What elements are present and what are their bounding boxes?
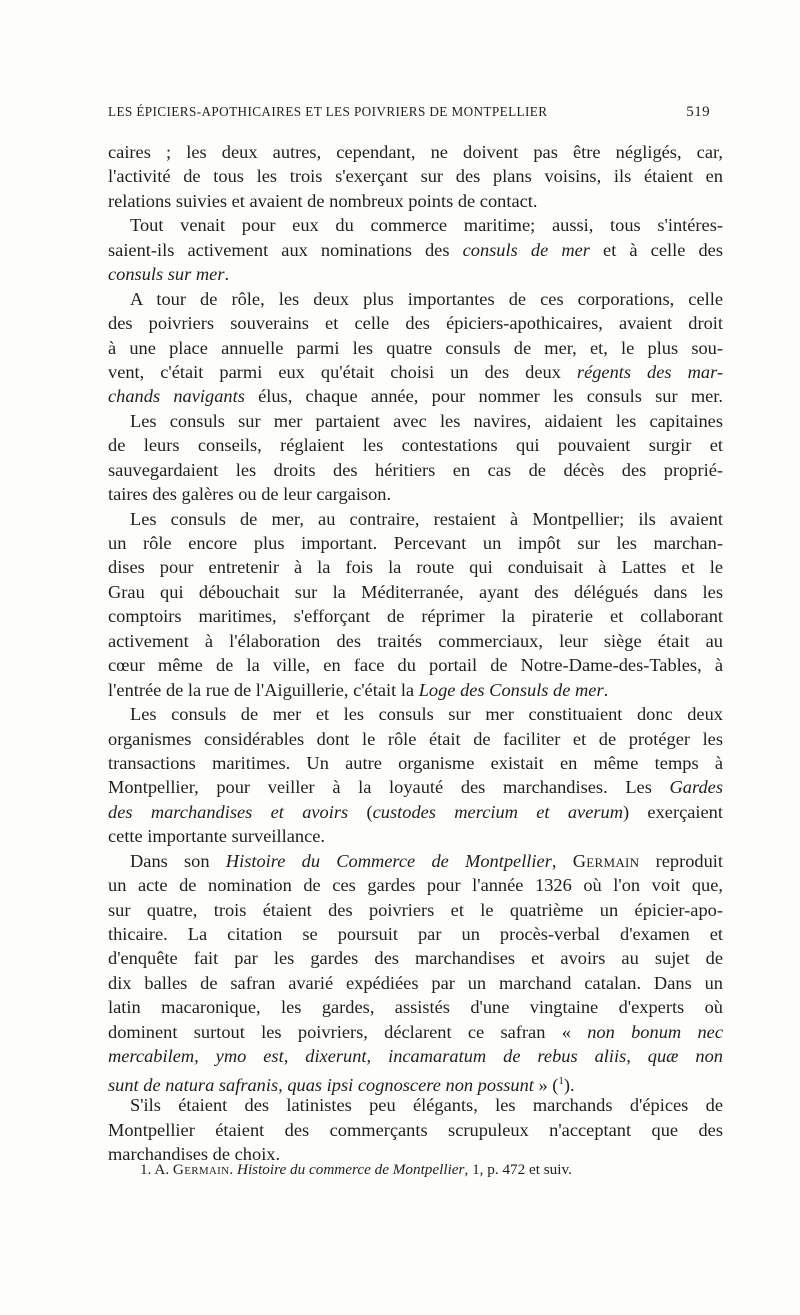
text-line: organismes considérables dont le rôle était de faciliter et de protéger les bbox=[108, 728, 723, 749]
footnote bbox=[140, 1161, 572, 1179]
text-line: un rôle encore plus important. Percevant un impôt sur les marchan- bbox=[108, 533, 723, 553]
text-segment: ). bbox=[563, 1074, 575, 1095]
text-line: Montpellier étaient des commerçants scrupuleux n'acceptant que des bbox=[108, 1119, 723, 1140]
text-line: transactions maritimes. Un autre organisme existait en même temps à bbox=[108, 752, 723, 773]
text-line: un acte de nomination de ces gardes pour l'année 1326 où l'on voit que, bbox=[108, 875, 723, 896]
text-line: des poivriers souverains et celle des épiciers-apothicaires, avaient droit bbox=[108, 313, 723, 334]
italic-term: consuls de mer bbox=[462, 239, 590, 260]
text-line bbox=[108, 1069, 723, 1093]
author-name: Germain bbox=[572, 850, 640, 871]
text-segment: Dans son bbox=[130, 850, 226, 871]
text-line bbox=[108, 262, 723, 286]
footnote-rest: , 1, p. 472 et suiv. bbox=[464, 1161, 572, 1178]
text-segment: dominent surtout les poivriers, déclarent ce safran « bbox=[108, 1021, 588, 1042]
text-line: dises pour entretenir à la fois la route qui conduisait à Lattes et le bbox=[108, 557, 723, 578]
footnote-ref: 1 bbox=[558, 1074, 564, 1087]
text-line: cœur même de la ville, en face du portail de Notre-Dame-des-Tables, à bbox=[108, 655, 723, 676]
italic-term: mercabilem, ymo est, dixerunt, incamaratum de rebus aliis, quæ non bbox=[108, 1046, 723, 1067]
text-line: à une place annuelle parmi les quatre consuls de mer, et, le plus sou- bbox=[108, 337, 723, 358]
text-segment: élus, chaque année, pour nommer les consuls sur mer. bbox=[244, 386, 723, 407]
running-head bbox=[108, 104, 710, 124]
italic-term: custodes mercium et averum bbox=[372, 801, 623, 822]
paragraph-2 bbox=[108, 213, 723, 286]
text-segment: » ( bbox=[533, 1074, 559, 1095]
italic-term: Loge des Consuls de mer bbox=[418, 679, 604, 700]
text-line: activement à l'élaboration des traités commerciaux, leur siège était au bbox=[108, 630, 723, 651]
body-text bbox=[108, 140, 723, 1166]
text-line: d'enquête fait par les gardes des marchandises et avoirs au sujet de bbox=[108, 948, 723, 969]
text-segment: vent, c'était parmi eux qu'était choisi un des deux bbox=[108, 361, 577, 382]
text-line: sur quatre, trois étaient des poivriers et le quatrième un épicier-apo- bbox=[108, 899, 723, 920]
text-line: thicaire. La citation se poursuit par un procès-verbal d'examen et bbox=[108, 924, 723, 944]
text-line bbox=[108, 800, 723, 824]
text-line: caires ; les deux autres, cependant, ne doivent pas être négligés, car, bbox=[108, 142, 723, 162]
italic-term: consuls sur mer bbox=[108, 264, 225, 285]
italic-term: des marchandises et avoirs bbox=[108, 801, 349, 822]
text-segment: . bbox=[224, 264, 230, 285]
text-line bbox=[108, 678, 723, 702]
italic-term: régents des mar- bbox=[576, 361, 723, 382]
paragraph-3 bbox=[108, 287, 723, 409]
text-line bbox=[108, 238, 723, 262]
paragraph-6 bbox=[108, 702, 723, 849]
italic-term: Histoire du Commerce de Montpellier bbox=[225, 850, 552, 871]
text-segment: reproduit bbox=[639, 850, 723, 871]
text-segment: ) exerçaient bbox=[622, 801, 723, 822]
footnote-author: Germain bbox=[172, 1161, 230, 1178]
text-segment: l'entrée de la rue de l'Aiguillerie, c'était la bbox=[108, 679, 419, 700]
italic-term: Gardes bbox=[669, 777, 723, 798]
text-line bbox=[108, 360, 723, 384]
text-line: dix balles de safran avarié expédiées par un marchand catalan. Dans un bbox=[108, 972, 723, 993]
footnote-sep: . bbox=[229, 1161, 237, 1178]
italic-term: non bonum nec bbox=[587, 1021, 723, 1042]
text-line: l'activité de tous les trois s'exerçant sur des plans voisins, ils étaient en bbox=[108, 166, 723, 187]
text-line: Les consuls sur mer partaient avec les navires, aidaient les capitaines bbox=[130, 410, 723, 431]
page-number: 519 bbox=[686, 104, 710, 120]
text-line bbox=[108, 849, 723, 873]
italic-term: chands navigants bbox=[108, 386, 245, 407]
text-line: Les consuls de mer et les consuls sur mer constituaient donc deux bbox=[130, 704, 723, 725]
text-line: Grau qui débouchait sur la Méditerranée, ayant des délégués dans les bbox=[108, 581, 723, 602]
text-line bbox=[108, 1020, 723, 1044]
italic-term: sunt de natura safranis, quas ipsi cognoscere non possunt bbox=[108, 1074, 534, 1095]
paragraph-5 bbox=[108, 507, 723, 703]
text-line bbox=[108, 384, 723, 408]
text-line: latin macaronique, les gardes, assistés d'une vingtaine d'experts où bbox=[108, 997, 723, 1018]
running-title: LES ÉPICIERS-APOTHICAIRES ET LES POIVRIERS DE MONTPELLIER bbox=[108, 104, 548, 119]
text-line: S'ils étaient des latinistes peu élégants, les marchands d'épices de bbox=[130, 1095, 723, 1116]
text-line: sauvegardaient les droits des héritiers en cas de décès des proprié- bbox=[108, 459, 723, 480]
footnote-title: Histoire du commerce de Montpellier bbox=[236, 1161, 465, 1178]
text-line: marchandises de choix. bbox=[108, 1143, 281, 1164]
text-line: de leurs conseils, réglaient les contestations qui pouvaient surgir et bbox=[108, 435, 723, 456]
text-segment: ( bbox=[348, 801, 373, 822]
text-segment: Montpellier, pour veiller à la loyauté des marchandises. Les bbox=[108, 777, 670, 798]
text-segment: et à celle des bbox=[589, 239, 724, 260]
paragraph-4 bbox=[108, 409, 723, 507]
text-line: relations suivies et avaient de nombreux points de contact. bbox=[108, 190, 538, 211]
text-line: Tout venait pour eux du commerce maritime; aussi, tous s'intéres- bbox=[130, 215, 723, 236]
text-line: cette importante surveillance. bbox=[108, 826, 326, 847]
text-segment: . bbox=[603, 679, 609, 700]
text-line: comptoirs maritimes, s'efforçant de réprimer la piraterie et collaborant bbox=[108, 606, 723, 627]
paragraph-1 bbox=[108, 140, 723, 213]
text-line bbox=[108, 775, 723, 799]
text-line: Les consuls de mer, au contraire, restaient à Montpellier; ils avaient bbox=[130, 508, 723, 529]
text-line: A tour de rôle, les deux plus importantes de ces corporations, celle bbox=[130, 288, 723, 309]
text-segment: saient-ils activement aux nominations des bbox=[108, 239, 463, 260]
text-segment: , bbox=[551, 850, 573, 871]
text-line bbox=[108, 1044, 723, 1068]
paragraph-8 bbox=[108, 1093, 723, 1166]
text-line: taires des galères ou de leur cargaison. bbox=[108, 484, 392, 505]
footnote-number: 1. A. bbox=[140, 1161, 173, 1178]
paragraph-7 bbox=[108, 849, 723, 1093]
